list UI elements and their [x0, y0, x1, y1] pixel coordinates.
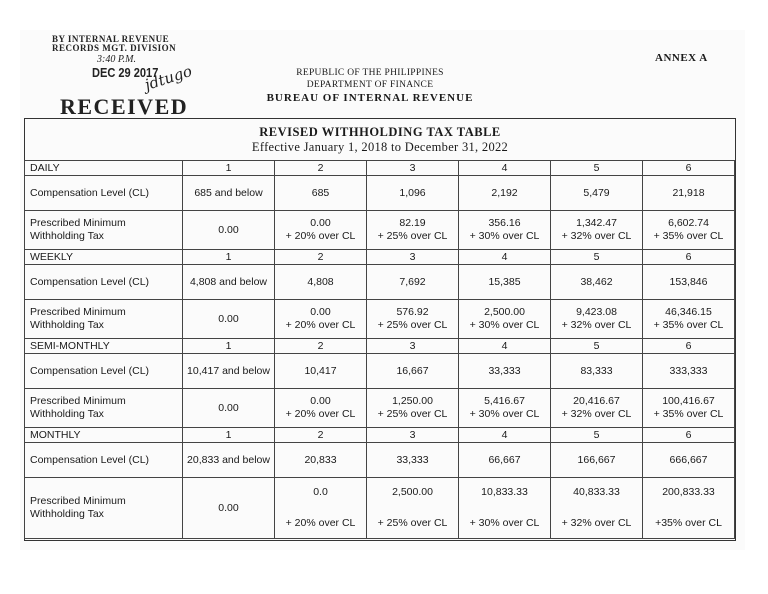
withholding-tax-cell [275, 389, 367, 428]
bracket-number: 1 [183, 339, 275, 354]
tax-amount: 356.16 [488, 217, 521, 229]
section-header-row [25, 428, 735, 443]
bracket-number: 5 [551, 161, 643, 176]
withholding-tax-cell [367, 478, 459, 539]
section-name: WEEKLY [25, 250, 183, 265]
compensation-label: Compensation Level (CL) [25, 265, 183, 300]
compensation-cell: 1,096 [367, 176, 459, 211]
bracket-number: 1 [183, 250, 275, 265]
compensation-cell: 4,808 [275, 265, 367, 300]
compensation-cell: 83,333 [551, 354, 643, 389]
compensation-cell: 666,667 [643, 443, 735, 478]
stamp-office-line: BY INTERNAL REVENUE [52, 34, 170, 44]
annex-label: ANNEX A [655, 52, 708, 64]
withholding-tax-cell [551, 211, 643, 250]
bracket-number: 1 [183, 428, 275, 443]
withholding-tax-cell [183, 211, 275, 250]
withholding-tax-row [25, 478, 735, 539]
tax-rate: + 30% over CL [469, 408, 540, 420]
bracket-number: 6 [643, 428, 735, 443]
compensation-cell: 16,667 [367, 354, 459, 389]
tax-amount: 9,423.08 [576, 306, 617, 318]
tax-amount: 0.00 [218, 401, 239, 414]
withholding-tax-label: Prescribed Minimum Withholding Tax [25, 478, 183, 539]
withholding-tax-cell [367, 300, 459, 339]
tax-amount: 2,500.00 [484, 306, 525, 318]
stamp-date: DEC 29 2017 [92, 65, 159, 80]
bracket-number: 6 [643, 339, 735, 354]
compensation-cell: 685 [275, 176, 367, 211]
withholding-tax-cell [551, 389, 643, 428]
tax-amount: 0.00 [218, 312, 239, 325]
tax-amount: 0.00 [218, 223, 239, 236]
tax-rate: + 35% over CL [653, 230, 724, 242]
compensation-cell: 10,417 [275, 354, 367, 389]
compensation-cell: 10,417 and below [183, 354, 275, 389]
tax-amount: 576.92 [396, 306, 429, 318]
withholding-tax-row [25, 300, 735, 339]
withholding-tax-cell [275, 478, 367, 539]
compensation-cell: 685 and below [183, 176, 275, 211]
bracket-number: 2 [275, 428, 367, 443]
tax-amount: 40,833.33 [573, 486, 620, 498]
tax-rate: + 20% over CL [285, 517, 356, 529]
withholding-tax-cell [183, 300, 275, 339]
withholding-tax-cell [643, 300, 735, 339]
section-header-row [25, 161, 735, 176]
tax-rate: + 25% over CL [377, 408, 448, 420]
compensation-label: Compensation Level (CL) [25, 354, 183, 389]
tax-rate: + 35% over CL [653, 408, 724, 420]
compensation-cell: 7,692 [367, 265, 459, 300]
tax-amount: 0.00 [218, 501, 239, 514]
tax-amount: 1,250.00 [392, 395, 433, 407]
withholding-tax-cell [183, 478, 275, 539]
compensation-cell: 2,192 [459, 176, 551, 211]
header-republic: REPUBLIC OF THE PHILIPPINES [296, 68, 444, 78]
stamp-received: RECEIVED [60, 94, 189, 119]
tax-amount: 200,833.33 [662, 486, 715, 498]
tax-amount: 0.00 [310, 217, 331, 229]
tax-amount: 0.00 [310, 395, 331, 407]
header-bureau: BUREAU OF INTERNAL REVENUE [266, 92, 474, 104]
tax-rate: + 25% over CL [377, 517, 448, 529]
compensation-cell: 4,808 and below [183, 265, 275, 300]
withholding-tax-cell [459, 389, 551, 428]
tax-amount: 0.0 [313, 486, 328, 498]
withholding-tax-cell [551, 478, 643, 539]
tax-amount: 10,833.33 [481, 486, 528, 498]
compensation-cell: 21,918 [643, 176, 735, 211]
withholding-tax-label: Prescribed Minimum Withholding Tax [25, 211, 183, 250]
bracket-number: 3 [367, 161, 459, 176]
bracket-number: 2 [275, 161, 367, 176]
withholding-tax-cell [183, 389, 275, 428]
table-subtitle: Effective January 1, 2018 to December 31, 2022 [251, 140, 509, 154]
compensation-cell: 20,833 and below [183, 443, 275, 478]
stamp-division-line: RECORDS MGT. DIVISION [52, 43, 177, 53]
compensation-row [25, 443, 735, 478]
tax-rate: + 30% over CL [469, 319, 540, 331]
withholding-tax-label: Prescribed Minimum Withholding Tax [25, 389, 183, 428]
section-name: SEMI-MONTHLY [25, 339, 183, 354]
section-name: MONTHLY [25, 428, 183, 443]
tax-rate: + 30% over CL [469, 230, 540, 242]
header-department: DEPARTMENT OF FINANCE [306, 80, 434, 90]
withholding-tax-label: Prescribed Minimum Withholding Tax [25, 300, 183, 339]
tax-rate: + 25% over CL [377, 319, 448, 331]
withholding-tax-cell [643, 478, 735, 539]
tax-rate: + 32% over CL [561, 517, 632, 529]
bracket-number: 6 [643, 250, 735, 265]
bracket-number: 2 [275, 250, 367, 265]
withholding-tax-row [25, 211, 735, 250]
tax-rate: + 35% over CL [653, 319, 724, 331]
withholding-tax-cell [643, 389, 735, 428]
tax-amount: 100,416.67 [662, 395, 715, 407]
tax-rate: + 20% over CL [285, 230, 356, 242]
table-title: REVISED WITHHOLDING TAX TABLE [259, 125, 501, 139]
tax-rate: + 32% over CL [561, 408, 632, 420]
stamp-time: 3:40 P.M. [97, 54, 136, 65]
tax-rate: + 20% over CL [285, 408, 356, 420]
tax-amount: 2,500.00 [392, 486, 433, 498]
tax-amount: 46,346.15 [665, 306, 712, 318]
withholding-tax-cell [275, 300, 367, 339]
tax-rate: + 20% over CL [285, 319, 356, 331]
bracket-number: 5 [551, 250, 643, 265]
tax-amount: 0.00 [310, 306, 331, 318]
received-stamp [42, 34, 232, 124]
compensation-cell: 66,667 [459, 443, 551, 478]
bracket-number: 4 [459, 161, 551, 176]
withholding-tax-table [24, 160, 735, 539]
tax-rate: +35% over CL [655, 517, 722, 529]
withholding-tax-cell [643, 211, 735, 250]
compensation-cell: 33,333 [367, 443, 459, 478]
tax-amount: 5,416.67 [484, 395, 525, 407]
compensation-cell: 38,462 [551, 265, 643, 300]
tax-amount: 6,602.74 [668, 217, 709, 229]
bracket-number: 5 [551, 339, 643, 354]
tax-rate: + 32% over CL [561, 230, 632, 242]
bracket-number: 2 [275, 339, 367, 354]
bracket-number: 4 [459, 428, 551, 443]
compensation-cell: 333,333 [643, 354, 735, 389]
compensation-row [25, 265, 735, 300]
compensation-cell: 33,333 [459, 354, 551, 389]
withholding-tax-cell [551, 300, 643, 339]
bracket-number: 3 [367, 339, 459, 354]
handwritten-signature: jdtugo [142, 61, 195, 95]
withholding-tax-cell [367, 389, 459, 428]
tax-amount: 82.19 [399, 217, 426, 229]
bracket-number: 5 [551, 428, 643, 443]
bracket-number: 6 [643, 161, 735, 176]
compensation-cell: 15,385 [459, 265, 551, 300]
compensation-label: Compensation Level (CL) [25, 176, 183, 211]
withholding-tax-cell [275, 211, 367, 250]
withholding-tax-cell [367, 211, 459, 250]
tax-rate: + 32% over CL [561, 319, 632, 331]
compensation-cell: 153,846 [643, 265, 735, 300]
bracket-number: 4 [459, 250, 551, 265]
tax-amount: 1,342.47 [576, 217, 617, 229]
withholding-tax-cell [459, 211, 551, 250]
compensation-label: Compensation Level (CL) [25, 443, 183, 478]
section-header-row [25, 339, 735, 354]
compensation-row [25, 354, 735, 389]
tax-amount: 20,416.67 [573, 395, 620, 407]
compensation-cell: 5,479 [551, 176, 643, 211]
bracket-number: 4 [459, 339, 551, 354]
bracket-number: 1 [183, 161, 275, 176]
tax-rate: + 30% over CL [469, 517, 540, 529]
compensation-cell: 166,667 [551, 443, 643, 478]
bracket-number: 3 [367, 250, 459, 265]
section-name: DAILY [25, 161, 183, 176]
compensation-row [25, 176, 735, 211]
withholding-tax-row [25, 389, 735, 428]
compensation-cell: 20,833 [275, 443, 367, 478]
withholding-tax-cell [459, 478, 551, 539]
section-header-row [25, 250, 735, 265]
bracket-number: 3 [367, 428, 459, 443]
withholding-tax-cell [459, 300, 551, 339]
tax-rate: + 25% over CL [377, 230, 448, 242]
